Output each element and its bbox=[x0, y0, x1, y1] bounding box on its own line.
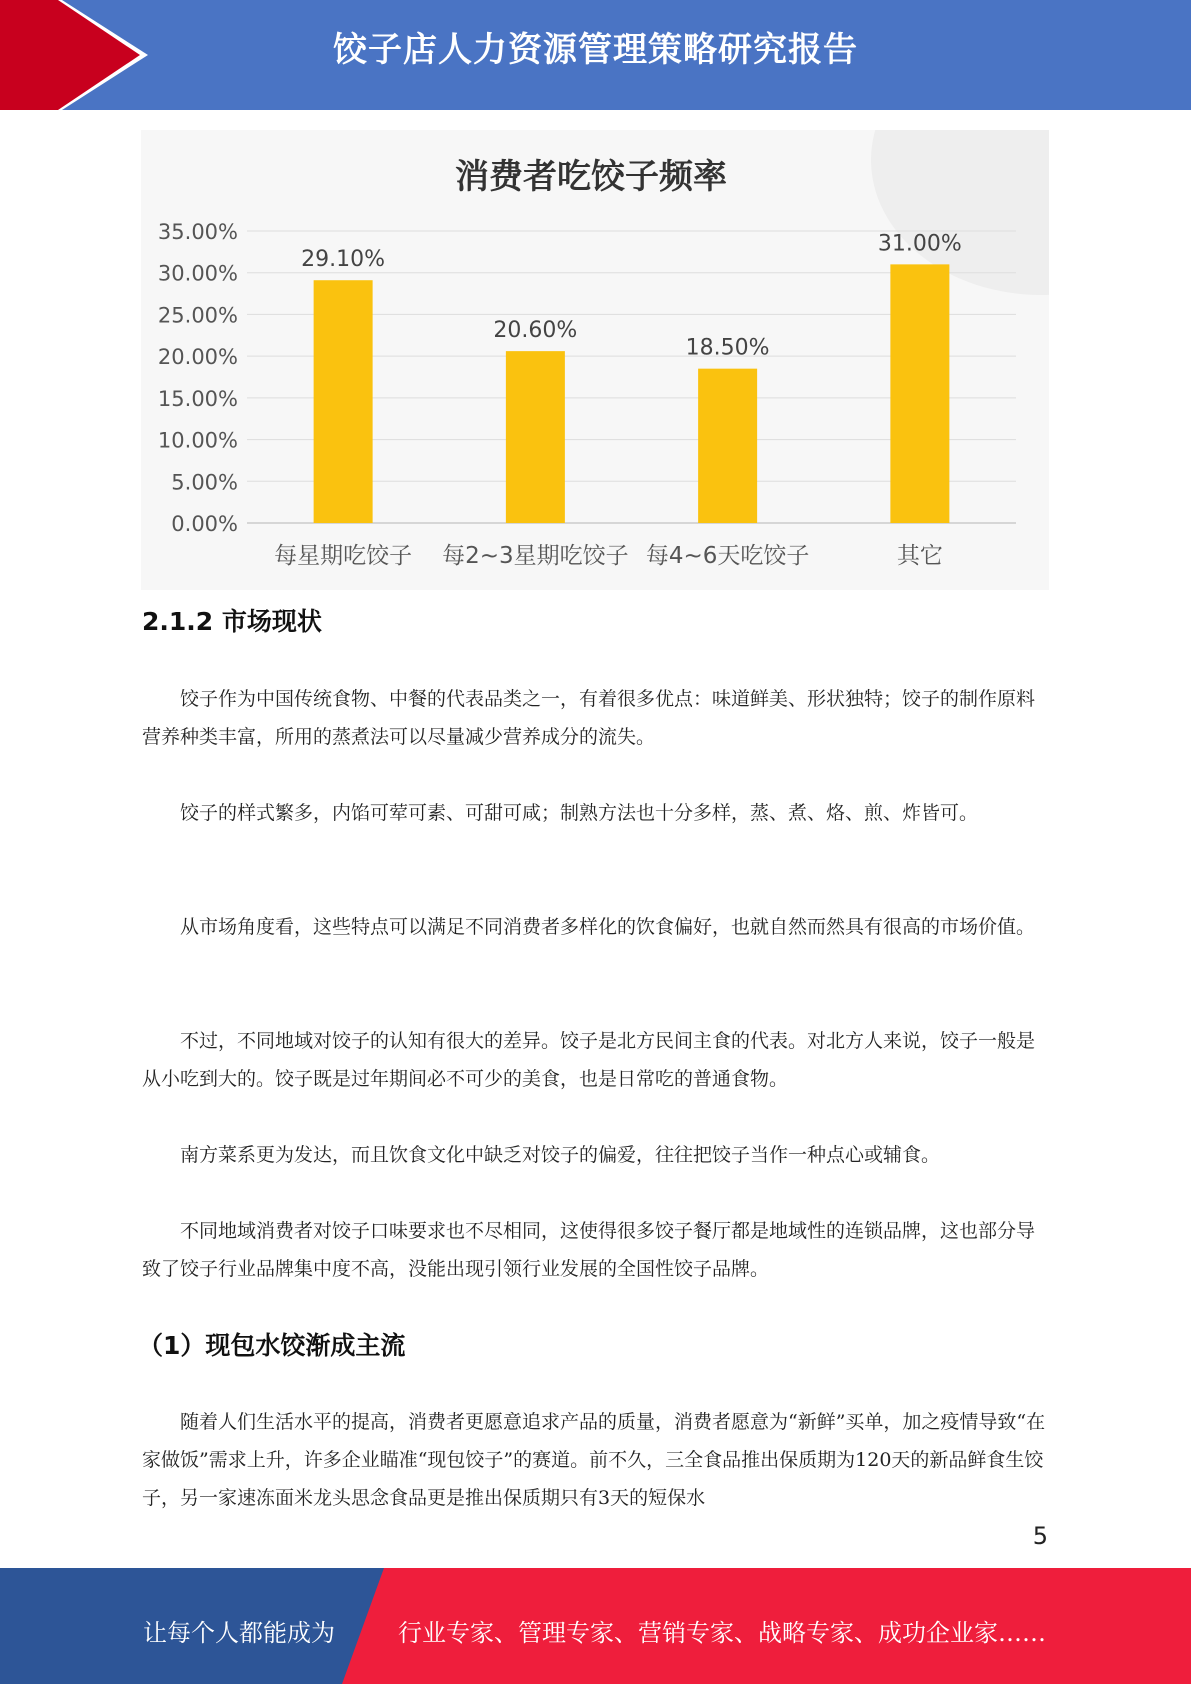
bar-chart-svg bbox=[141, 130, 1049, 590]
data-label: 31.00% bbox=[877, 231, 962, 257]
paragraph-5: 南方菜系更为发达，而且饮食文化中缺乏对饺子的偏爱，往往把饺子当作一种点心或辅食。 bbox=[180, 1144, 941, 1166]
y-tick-label: 30.00% bbox=[157, 261, 238, 286]
data-label: 18.50% bbox=[685, 335, 770, 361]
bar bbox=[698, 369, 757, 523]
frequency-chart bbox=[141, 130, 1049, 590]
bar bbox=[314, 280, 373, 523]
footer-titles: 行业专家、管理专家、营销专家、战略专家、成功企业家…… bbox=[398, 1619, 1046, 1647]
y-tick-label: 0.00% bbox=[171, 512, 238, 536]
subsection-paragraph: 随着人们生活水平的提高，消费者更愿意追求产品的质量，消费者愿意为“新鲜”买单，加之疫情导致“在家做饭”需求上升，许多企业瞄准“现包饺子”的赛道。前不久，三全食品推出保质期为120天的新品鲜食生饺子，另一家速冻面米龙头思念食品更是推出保质期只有3天的短保水 bbox=[142, 1411, 1046, 1509]
x-category-label: 每2~3星期吃饺子 bbox=[442, 543, 629, 569]
y-tick-label: 5.00% bbox=[171, 470, 238, 495]
y-tick-label: 10.00% bbox=[157, 428, 238, 453]
bar bbox=[506, 351, 565, 523]
paragraph-4: 不过，不同地域对饺子的认知有很大的差异。饺子是北方民间主食的代表。对北方人来说，饺子一般是从小吃到大的。饺子既是过年期间必不可少的美食，也是日常吃的普通食物。 bbox=[142, 1030, 1036, 1090]
paragraph-6: 不同地域消费者对饺子口味要求也不尽相同，这使得很多饺子餐厅都是地域性的连锁品牌，这也部分导致了饺子行业品牌集中度不高，没能出现引领行业发展的全国性饺子品牌。 bbox=[142, 1220, 1036, 1280]
y-tick-label: 20.00% bbox=[157, 345, 238, 370]
paragraph-3: 从市场角度看，这些特点可以满足不同消费者多样化的饮食偏好，也就自然而然具有很高的市场价值。 bbox=[180, 916, 1036, 938]
page-header bbox=[0, 0, 1191, 110]
page-number: 5 bbox=[1032, 1522, 1048, 1550]
data-label: 20.60% bbox=[493, 318, 578, 344]
y-tick-label: 25.00% bbox=[157, 303, 238, 328]
x-category-label: 其它 bbox=[896, 543, 943, 569]
bar bbox=[890, 264, 949, 523]
report-title: 饺子店人力资源管理策略研究报告 bbox=[333, 30, 858, 70]
paragraph-2: 饺子的样式繁多，内馅可荤可素、可甜可咸；制熟方法也十分多样，蒸、煮、烙、煎、炸皆可。 bbox=[180, 802, 979, 824]
y-tick-label: 35.00% bbox=[157, 220, 238, 244]
chart-title: 消费者吃饺子频率 bbox=[455, 157, 727, 197]
footer-slogan: 让每个人都能成为 bbox=[143, 1619, 335, 1647]
y-tick-label: 15.00% bbox=[157, 386, 238, 411]
subsection-heading: （1）现包水饺渐成主流 bbox=[138, 1331, 406, 1360]
x-category-label: 每4~6天吃饺子 bbox=[645, 543, 810, 569]
x-category-label: 每星期吃饺子 bbox=[274, 543, 413, 569]
data-label: 29.10% bbox=[301, 247, 386, 273]
paragraph-1: 饺子作为中国传统食物、中餐的代表品类之一，有着很多优点：味道鲜美、形状独特；饺子的制作原料营养种类丰富，所用的蒸煮法可以尽量减少营养成分的流失。 bbox=[142, 688, 1036, 748]
section-heading: 2.1.2 市场现状 bbox=[142, 607, 322, 636]
